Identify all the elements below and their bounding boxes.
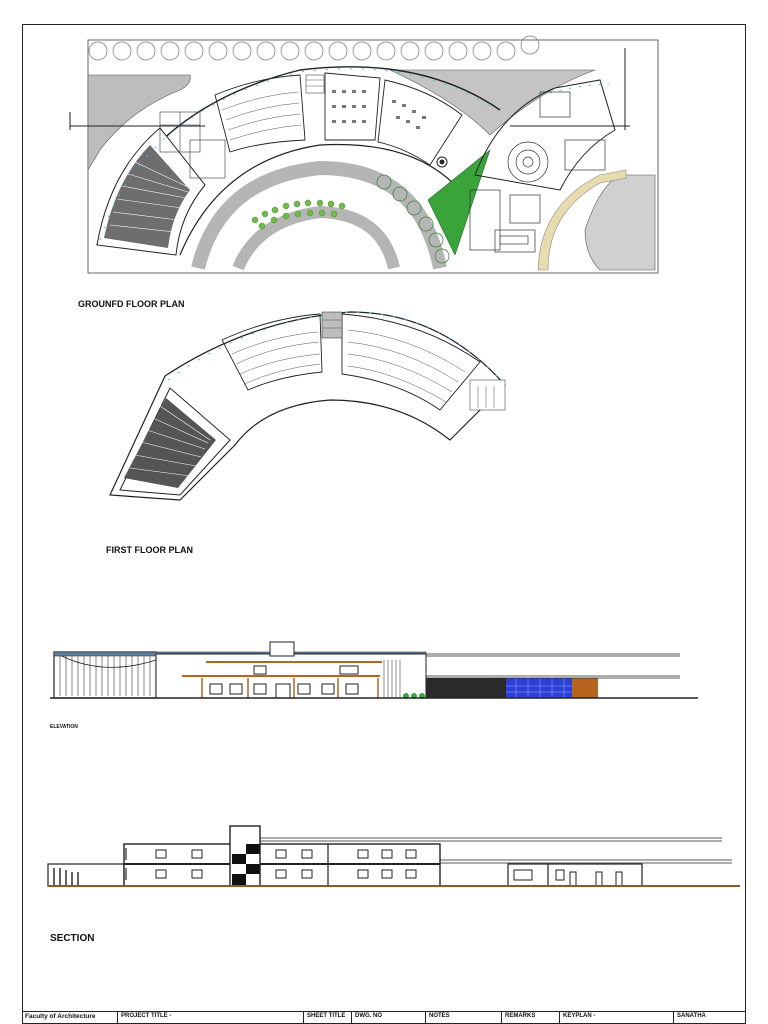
keyplan: KEYPLAN - <box>560 1012 674 1024</box>
notes: NOTES <box>426 1012 502 1024</box>
drawing-number: DWG. NO <box>352 1012 426 1024</box>
title-block <box>22 1011 746 1024</box>
author-name: SANATHA <box>677 1013 706 1019</box>
sheet-title: SHEET TITLE <box>304 1012 352 1024</box>
elevation-drawing <box>0 638 768 718</box>
ground-floor-plan <box>0 0 768 300</box>
elevation-label: ELEVATION <box>50 724 78 730</box>
remarks: REMARKS <box>502 1012 560 1024</box>
flower-icon <box>437 157 447 167</box>
section-label: SECTION <box>50 933 95 944</box>
grey-lawn-top <box>390 70 595 135</box>
project-title: PROJECT TITLE - <box>118 1012 304 1024</box>
ground-floor-plan-label: GROUNFD FLOOR PLAN <box>78 299 185 309</box>
first-floor-plan-label: FIRST FLOOR PLAN <box>106 545 193 555</box>
elevation-brown-block <box>572 678 598 698</box>
section-drawing <box>0 824 768 894</box>
grey-lawn-right <box>585 175 655 270</box>
first-floor-plan <box>0 300 768 530</box>
elevation-dark-panel <box>426 678 506 698</box>
faculty-name: Faculty of Architecture <box>22 1012 118 1024</box>
